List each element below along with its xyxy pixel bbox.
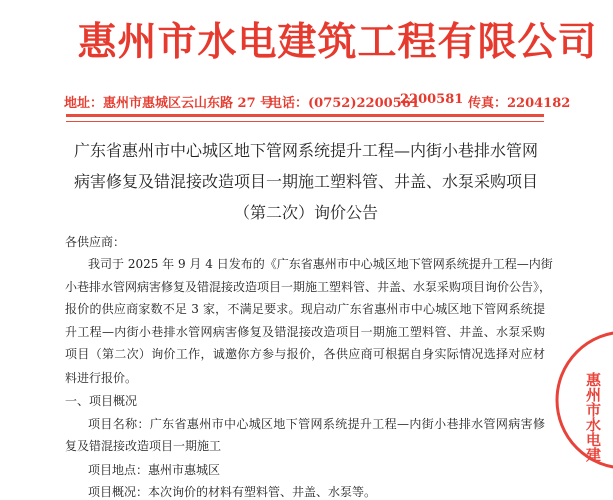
phone: 电话：(0752)2200561	[269, 96, 420, 111]
project-overview: 项目概况：本次询价的材料有塑料管、井盖、水泵等。	[88, 485, 377, 499]
address: 地址：惠州市惠城区云山东路 27 号	[64, 96, 274, 111]
body-line: 小巷排水管网病害修复及错混接改造项目一期施工塑料管、井盖、水泵采购项目询价公告》，	[65, 280, 552, 294]
body-line: 料进行报价。	[65, 371, 138, 385]
contact-line	[64, 92, 571, 111]
company-letterhead-name: 惠州市水电建筑工程有限公司	[77, 19, 598, 65]
body-line: 升工程—内街小巷排水管网病害修复及错混接改造项目一期施工塑料管、井盖、水泵采购	[65, 325, 545, 339]
header-rule-thick	[66, 114, 544, 117]
phone-2: 2200581	[400, 92, 464, 107]
section-heading: 一、项目概况	[65, 394, 138, 408]
body-line: 报价的供应商家数不足 3 家，不满足要求。现启动广东省惠州市中心城区地下管网系统提	[65, 302, 545, 316]
company-seal	[553, 325, 613, 475]
body-line: 项目（第二次）询价工作，诚邀你方参与报价，各供应商可根据自身实际情况选择对应材	[65, 347, 545, 361]
notice-title-line: 病害修复及错混接改造项目一期施工塑料管、井盖、水泵采购项目	[73, 172, 538, 191]
project-location: 项目地点：惠州市惠城区	[88, 463, 221, 477]
project-name-cont: 复及错混接改造项目一期施工	[65, 439, 222, 453]
seal-text: 惠州市水电建	[584, 372, 602, 462]
header-rule-thin	[66, 121, 544, 122]
notice-title-line: （第二次）询价公告	[233, 203, 378, 222]
project-name: 项目名称：广东省惠州市中心城区地下管网系统提升工程—内街小巷排水管网病害修	[88, 417, 545, 431]
notice-title-line: 广东省惠州市中心城区地下管网系统提升工程—内街小巷排水管网	[73, 141, 538, 160]
body-line: 我司于 2025 年 9 月 4 日发布的《广东省惠州市中心城区地下管网系统提升工程—内街	[88, 257, 553, 271]
salutation: 各供应商：	[65, 235, 126, 249]
fax: 传真：2204182	[468, 96, 571, 111]
